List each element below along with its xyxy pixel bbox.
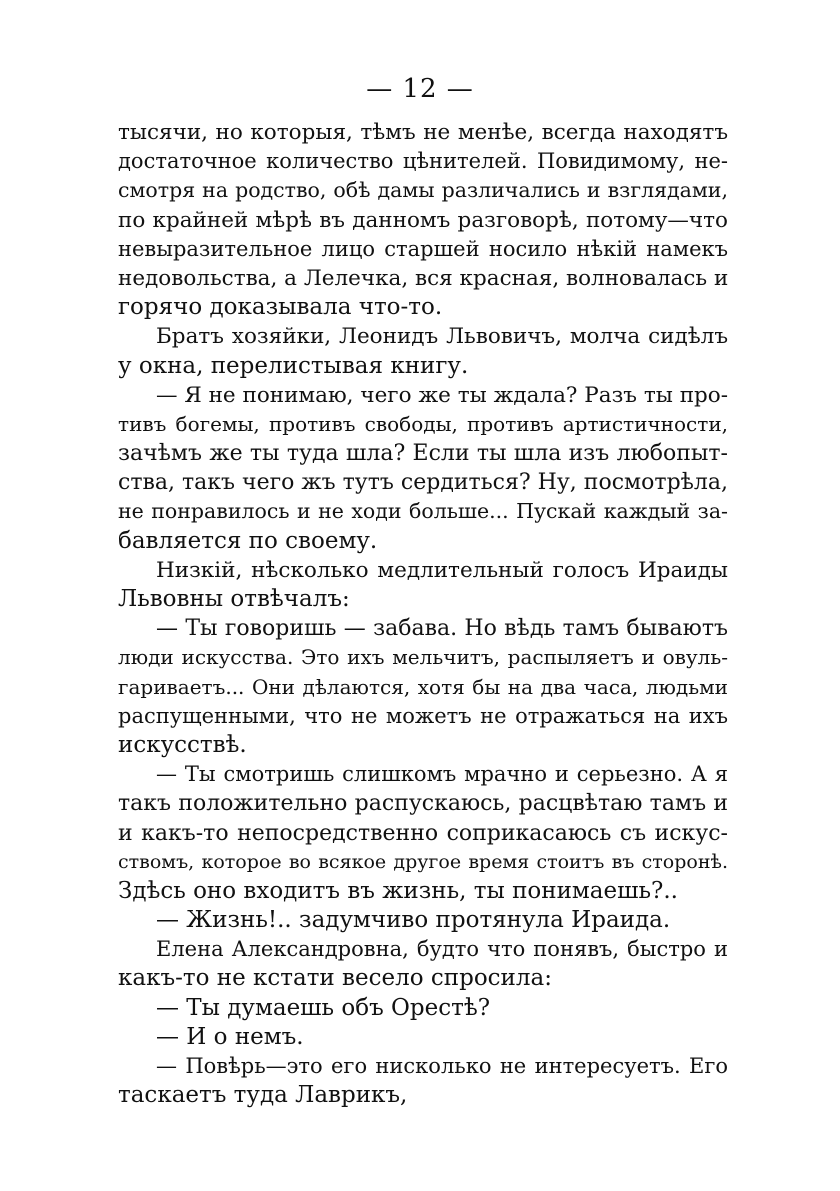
text-line: — Я не понимаю, чего же ты ждала? Разъ ты про- [156,382,728,408]
text-line: — Жизнь!.. задумчиво протянула Ираида. [156,907,671,934]
text-line: Низкій, нѣсколько медлительный голосъ Ираиды [156,557,728,583]
text-line: Львовны отвѣчалъ: [118,586,350,612]
text-line: искусствѣ. [118,731,247,758]
text-line: невыразительное лицо старшей носило нѣкій намекъ [118,236,728,261]
text-line: — Ты смотришь слишкомъ мрачно и серьезно. А я [156,762,728,787]
text-line: таскаетъ туда Лаврикъ, [118,1082,408,1109]
text-line: распущенными, что не можетъ не отражаться на ихъ [118,703,728,728]
text-line: — И о немъ. [156,1023,304,1050]
text-line: горячо доказывала что-то. [118,294,443,321]
text-line: не понравилось и не ходи больше... Пускай каждый за- [118,499,728,524]
text-line: по крайней мѣрѣ въ данномъ разговорѣ, потому—что [118,207,728,233]
text-line: какъ-то не кстати весело спросила: [118,965,552,992]
text-line: бавляется по своему. [118,527,378,554]
text-line: недовольства, а Лелечка, вся красная, волновалась и [118,265,729,291]
page-body-text [118,118,728,1110]
text-line: достаточное количество цѣнителей. Повидимому, не- [118,149,728,174]
text-line: — Повѣрь—это его нисколько не интересуетъ. Его [156,1054,728,1078]
text-line: Елена Александровна, будто что понявъ, быстро и [156,937,728,962]
text-line: смотря на родство, обѣ дамы различались и взглядами, [118,178,728,203]
text-line: люди искусства. Это ихъ мельчитъ, распыляетъ и овуль- [118,645,728,670]
text-line: — Ты думаешь объ Орестѣ? [156,994,491,1021]
text-line: — Ты говоришь — забава. Но вѣдь тамъ бываютъ [156,616,728,642]
text-line: такъ положительно распускаюсь, расцвѣтаю тамъ и [118,791,728,817]
text-line: Здѣсь оно входитъ въ жизнь, ты понимаешь?.. [118,877,678,904]
text-line: зачѣмъ же ты туда шла? Если ты шла изъ любопыт- [118,441,728,467]
text-line: у окна, перелистывая книгу. [118,352,469,379]
text-line: Братъ хозяйки, Леонидъ Львовичъ, молча сидѣлъ [156,324,728,350]
text-line: ствомъ, которое во всякое другое время стоитъ въ сторонѣ. [118,850,728,873]
page-number: — 12 — [366,74,474,104]
text-line: гариваетъ... Они дѣлаются, хотя бы на два часа, людьми [118,674,728,699]
text-line: тивъ богемы, противъ свободы, противъ артистичности, [118,411,728,436]
text-line: и какъ-то непосредственно соприкасаюсь съ искус- [118,820,728,846]
text-line: тысячи, но которыя, тѣмъ не менѣе, всегда находятъ [118,120,728,145]
text-line: ства, такъ чего жъ тутъ сердиться? Ну, посмотрѣла, [118,470,728,496]
